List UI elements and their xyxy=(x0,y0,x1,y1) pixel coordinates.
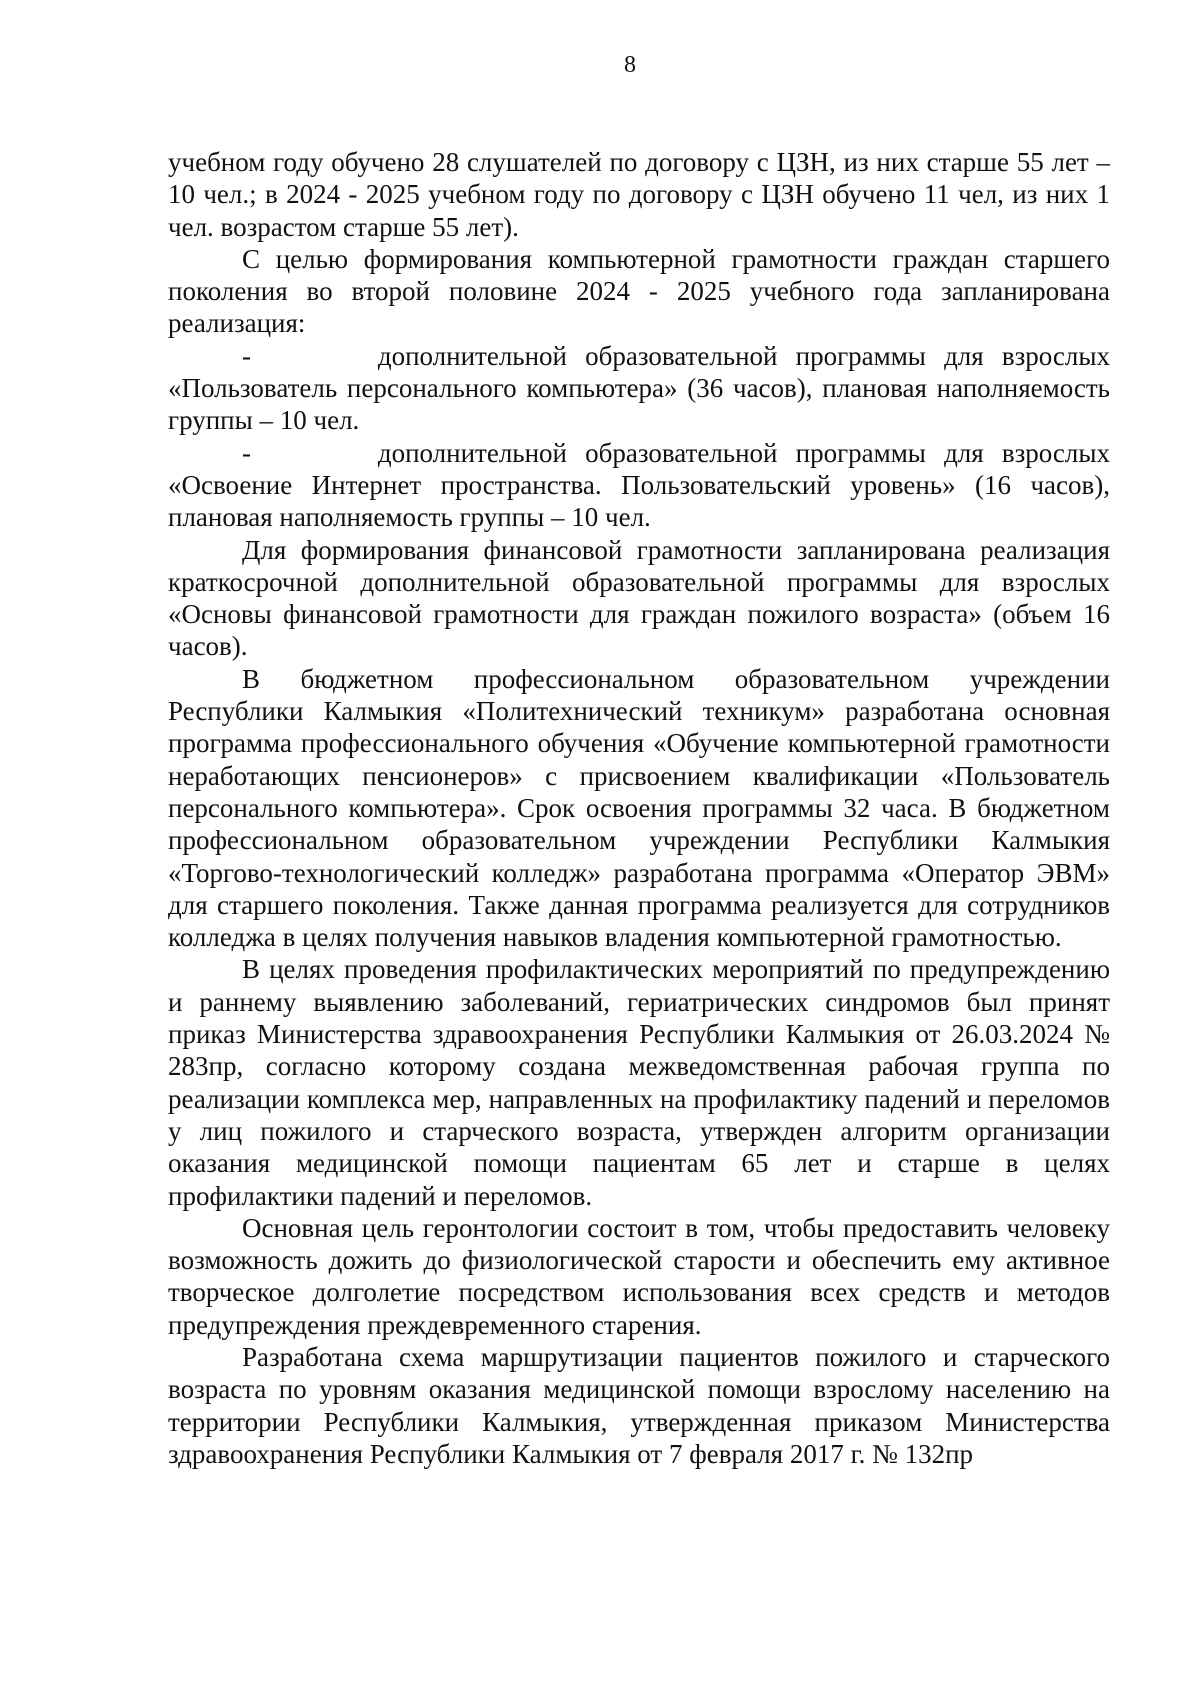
document-body xyxy=(168,146,1117,1470)
paragraph-financial-literacy: Для формирования финансовой грамотности запланирована реализация краткосрочной дополнительной образовательной программы для взрослых «Основы финансовой грамотности для граждан пожилого возраста» (объем 16 часов). xyxy=(168,534,1110,662)
list-item-internet-program: - дополнительной образовательной программы для взрослых «Освоение Интернет пространства. Пользовательский уровень» (16 часов), плановая наполняемость группы – 10 чел. xyxy=(168,437,1117,533)
page-number: 8 xyxy=(624,52,636,78)
paragraph-computer-literacy-intro: С целью формирования компьютерной грамотности граждан старшего поколения во второй половине 2024 - 2025 учебного года запланирована реализация: xyxy=(168,243,1110,339)
paragraph-routing-scheme: Разработана схема маршрутизации пациентов пожилого и старческого возраста по уровням оказания медицинской помощи взрослому населению на территории Республики Калмыкия, утвержденная приказом Министерства здравоохранения Республики Калмыкия от 7 февраля 2017 г. № 132пр xyxy=(168,1341,1110,1469)
list-item-pc-user-program: - дополнительной образовательной программы для взрослых «Пользователь персонального компьютера» (36 часов), плановая наполняемость группы – 10 чел. xyxy=(168,340,1117,436)
paragraph-polytechnic-college: В бюджетном профессиональном образовательном учреждении Республики Калмыкия «Политехнический техникум» разработана основная программа профессионального обучения «Обучение компьютерной грамотности неработающих пенсионеров» с присвоением квалификации «Пользователь персонального компьютера». Срок освоения программы 32 часа. В бюджетном профессиональном образовательном учреждении Республики Калмыкия «Торгово-технологический колледж» разработана программа «Оператор ЭВМ» для старшего поколения. Также данная программа реализуется для сотрудников колледжа в целях получения навыков владения компьютерной грамотностью. xyxy=(168,663,1110,953)
paragraph-prevention-measures: В целях проведения профилактических мероприятий по предупреждению и раннему выявлению заболеваний, гериатрических синдромов был принят приказ Министерства здравоохранения Республики Калмыкия от 26.03.2024 № 283пр, согласно которому создана межведомственная рабочая группа по реализации комплекса мер, направленных на профилактику падений и переломов у лиц пожилого и старческого возраста, утвержден алгоритм организации оказания медицинской помощи пациентам 65 лет и старше в целях профилактики падений и переломов. xyxy=(168,954,1110,1211)
paragraph-continuation: учебном году обучено 28 слушателей по договору с ЦЗН, из них старше 55 лет – 10 чел.; в 2024 - 2025 учебном году по договору с ЦЗН обучено 11 чел, из них 1 чел. возрастом старше 55 лет). xyxy=(168,147,1110,242)
paragraph-gerontology-goal: Основная цель геронтологии состоит в том, чтобы предоставить человеку возможность дожить до физиологической старости и обеспечить ему активное творческое долголетие посредством использования всех средств и методов предупреждения преждевременного старения. xyxy=(168,1212,1110,1340)
